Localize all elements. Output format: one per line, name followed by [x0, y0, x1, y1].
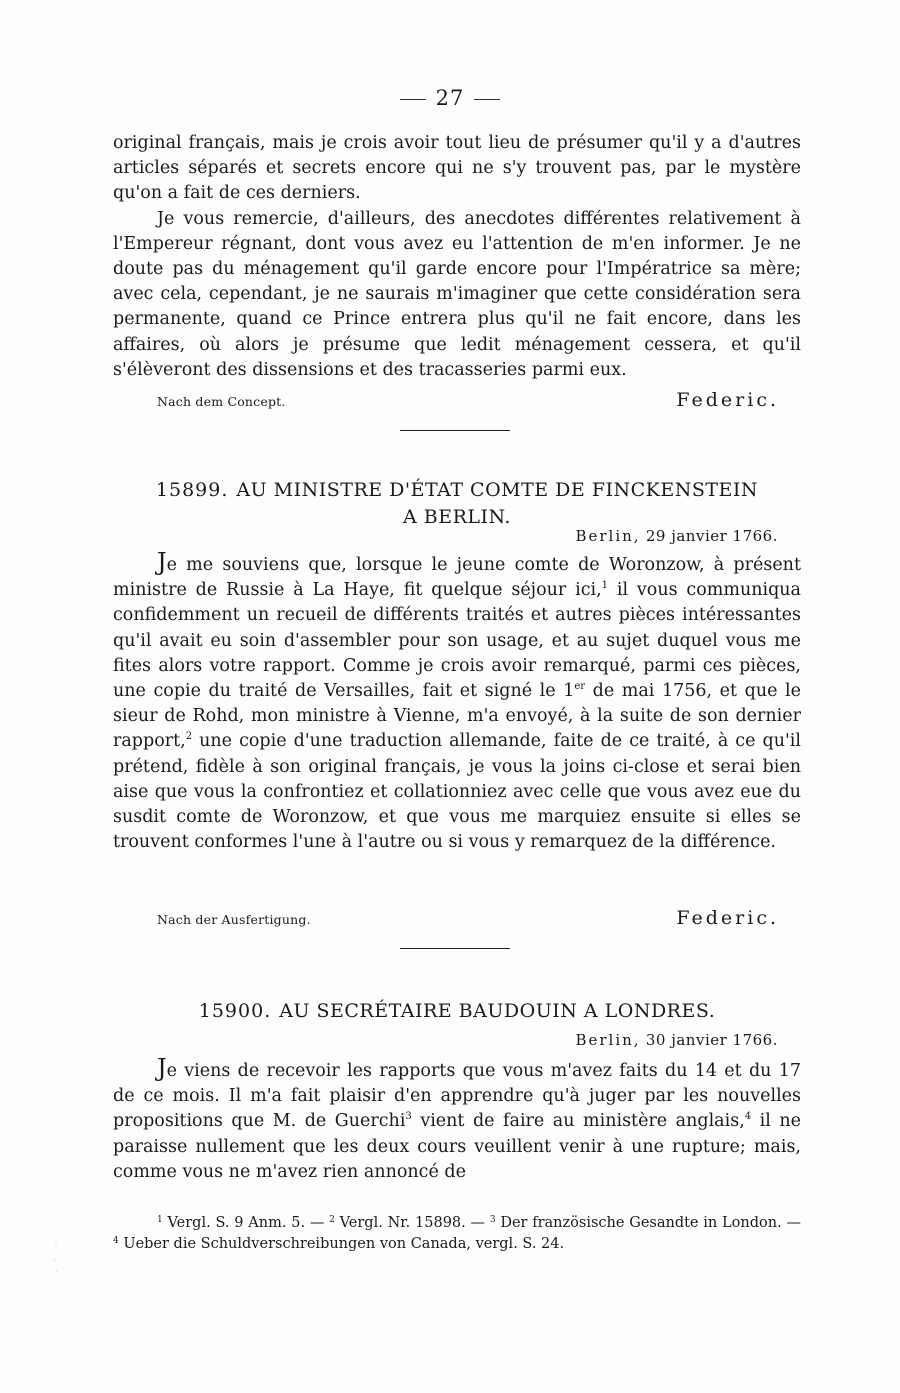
letter-15899-date: 29 janvier 1766.: [645, 527, 778, 545]
letter-15899-number: 15899.: [155, 479, 229, 501]
letter-15899-heading-line-2: A BERLIN.: [403, 506, 511, 528]
prev-letter-signature-row: [113, 385, 801, 411]
footnote-2: Vergl. Nr. 15898. —: [334, 1215, 490, 1231]
footnote-ref-2: 2: [185, 731, 193, 743]
page-number: [0, 86, 900, 110]
footnote-mark-3: 3: [489, 1215, 496, 1225]
footnote-mark-4: 4: [113, 1236, 119, 1246]
footnote-text: [113, 1213, 801, 1255]
footnote-3: Der französische Gesandte in London. —: [495, 1215, 801, 1231]
footnote-1: Vergl. S. 9 Anm. 5. —: [162, 1215, 330, 1231]
footnote-mark-1: 1: [157, 1215, 163, 1225]
prev-letter-paragraph-2: Je vous remercie, d'ailleurs, des anecdotes différentes relativement à l'Empereur régnant, dont vous avez eu l'attention de m'en informer. Je ne doute pas du ménagement qu'il garde encore pour l'Impératrice sa mère; avec cela, cependant, je ne saurais m'imaginer que cette considération sera permanente, quand ce Prince entrera plus qu'il ne fait encore, dans les affaires, où alors je présume que ledit ménagement cessera, et qu'il s'élèveront des dissensions et des tracasseries parmi eux.: [113, 208, 801, 380]
footnotes: [113, 1213, 801, 1255]
letter-15900-addressee: AU SECRÉTAIRE BAUDOUIN A LONDRES.: [279, 1000, 716, 1022]
letter-15899-dateline: [575, 527, 778, 545]
letter-15899-body: [113, 548, 801, 855]
letter-15899-initial: J: [157, 548, 167, 576]
section-divider-2: [400, 948, 510, 949]
footnote-ref-3: 3: [405, 1111, 412, 1123]
footnote-ref-1: 1: [601, 580, 609, 592]
prev-letter-signature: Federic.: [676, 389, 779, 411]
letter-15899-heading: [113, 477, 801, 531]
letter-15899-text-3: de mai 1756, et que le sieur de Rohd, mon ministre à Vienne, m'a envoyé, à la suite de son dernier rapport,: [113, 681, 801, 752]
prev-letter-paragraph-1: original français, mais je crois avoir tout lieu de présumer qu'il y a d'autres articles séparés et secrets encore qui ne s'y trouvent pas, par le mystère qu'on a fait de ces derniers.: [113, 133, 801, 204]
page-number-dash-right: [474, 99, 500, 100]
letter-15899-addressee: AU MINISTRE D'ÉTAT COMTE DE FINCKENSTEIN: [236, 479, 759, 501]
ordinal-superscript: er: [574, 681, 586, 693]
footnote-ref-4: 4: [744, 1111, 752, 1123]
letter-15900-body: [113, 1054, 801, 1185]
letter-15899-source-note: Nach der Ausfertigung.: [157, 912, 311, 927]
letter-15900-date: 30 janvier 1766.: [645, 1031, 778, 1049]
section-divider-1: [400, 430, 510, 431]
letter-15900-heading: [113, 998, 801, 1025]
letter-15899-text-1: e me souviens que, lorsque le jeune comte de Woronzow, à présent ministre de Russie à La Haye, fit quelque séjour ici,: [113, 555, 801, 601]
prev-letter-source-note: Nach dem Concept.: [157, 394, 286, 409]
page-number-value: 27: [435, 86, 465, 110]
letter-15899-heading-line-1: [113, 477, 801, 504]
prev-letter-body: [113, 131, 801, 383]
letter-15900-text-3: il ne paraisse nullement que les deux cours veuillent venir à une rupture; mais, comme vous ne m'avez rien annoncé de: [113, 1111, 801, 1182]
letter-15900-text-1: e viens de recevoir les rapports que vous m'avez faits du 14 et du 17 de ce mois. Il m'a fait plaisir d'en apprendre qu'à juger par les nouvelles propositions que M. de Guerchi: [113, 1061, 801, 1132]
letter-15900-initial: J: [157, 1054, 167, 1082]
letter-15900-date-place: Berlin,: [575, 1031, 641, 1049]
letter-15899-signature: Federic.: [676, 907, 779, 929]
letter-15900-text-2: vient de faire au ministère anglais,: [411, 1111, 745, 1132]
letter-15899-text-4: une copie d'une traduction allemande, faite de ce traité, à ce qu'il prétend, fidèle à son original français, je vous la joins ci-close et serai bien aise que vous la confrontiez et collationniez avec celle que vous avez eue du susdit comte de Woronzow, et que vous me marquiez ensuite si elles se trouvent conformes l'une à l'autre ou si vous y remarquez de la différence.: [113, 731, 801, 853]
footnote-4: Ueber die Schuldverschreibungen von Canada, vergl. S. 24.: [118, 1236, 565, 1252]
letter-15900-dateline: [575, 1031, 778, 1049]
letter-15899-signature-row: [113, 903, 801, 929]
letter-15899-paragraph: [113, 548, 801, 855]
page-number-dash-left: [400, 99, 426, 100]
letter-15899-date-place: Berlin,: [575, 527, 641, 545]
letter-15900-paragraph: [113, 1054, 801, 1185]
letter-15899-text-2: il vous communiqua confidemment un recueil de différents traités et autres pièces intéressantes qu'il avait eu soin d'assembler pour son usage, et au sujet duquel vous me fites alors votre rapport. Comme je crois avoir remarqué, parmi ces pièces, une copie du traité de Versailles, fait et signé le 1: [113, 580, 801, 702]
letter-15900-number: 15900.: [198, 1000, 272, 1022]
scan-specks: [52, 1240, 62, 1285]
footnote-mark-2: 2: [329, 1215, 335, 1225]
